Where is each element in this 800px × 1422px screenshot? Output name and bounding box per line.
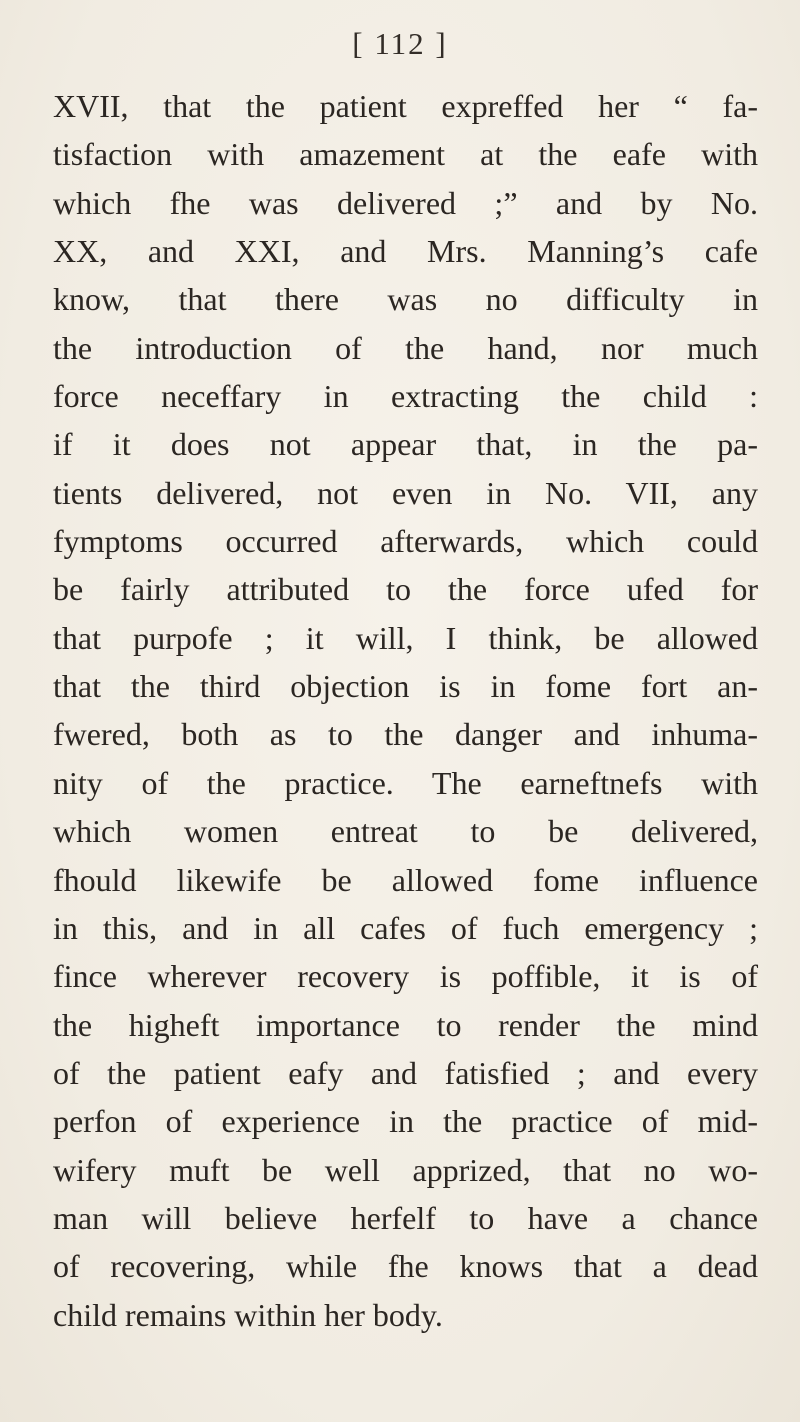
text-line: nity of the practice. The earneftnefs with xyxy=(53,764,758,801)
body-text xyxy=(53,82,758,1339)
text-line: fince wherever recovery is poffible, it is of xyxy=(53,958,758,995)
text-line: XVII, that the patient expreffed her “ fa- xyxy=(53,88,758,124)
text-line: perfon of experience in the practice of mid- xyxy=(53,1103,758,1140)
text-line: fymptoms occurred afterwards, which could xyxy=(53,523,758,560)
text-line: force neceffary in extracting the child : xyxy=(53,378,758,415)
text-line: tients delivered, not even in No. VII, any xyxy=(53,474,758,511)
text-line: be fairly attributed to the force ufed for xyxy=(53,571,758,608)
text-line: fhould likewife be allowed fome influence xyxy=(53,861,758,898)
text-line: which fhe was delivered ;” and by No. xyxy=(53,184,758,221)
text-line: in this, and in all cafes of fuch emergency ; xyxy=(53,909,758,946)
text-line: the higheft importance to render the mind xyxy=(53,1006,758,1043)
text-line: fwered, both as to the danger and inhuma- xyxy=(53,716,758,753)
text-line: know, that there was no difficulty in xyxy=(53,281,758,318)
text-line: XX, and XXI, and Mrs. Manning’s cafe xyxy=(53,233,758,270)
text-line: the introduction of the hand, nor much xyxy=(53,329,758,366)
text-line: that the third objection is in fome fort an- xyxy=(53,668,758,705)
text-line: tisfaction with amazement at the eafe with xyxy=(53,136,758,173)
text-line: that purpofe ; it will, I think, be allowed xyxy=(53,619,758,656)
text-line: of the patient eafy and fatisfied ; and every xyxy=(53,1054,758,1091)
text-line: wifery muft be well apprized, that no wo- xyxy=(53,1151,758,1188)
page-number: [ 112 ] xyxy=(352,26,448,61)
text-line: man will believe herfelf to have a chance xyxy=(53,1199,758,1236)
text-line: which women entreat to be delivered, xyxy=(53,813,758,850)
text-line: if it does not appear that, in the pa- xyxy=(53,426,758,463)
text-line: of recovering, while fhe knows that a dead xyxy=(53,1248,758,1285)
text-line: child remains within her body. xyxy=(53,1296,443,1333)
